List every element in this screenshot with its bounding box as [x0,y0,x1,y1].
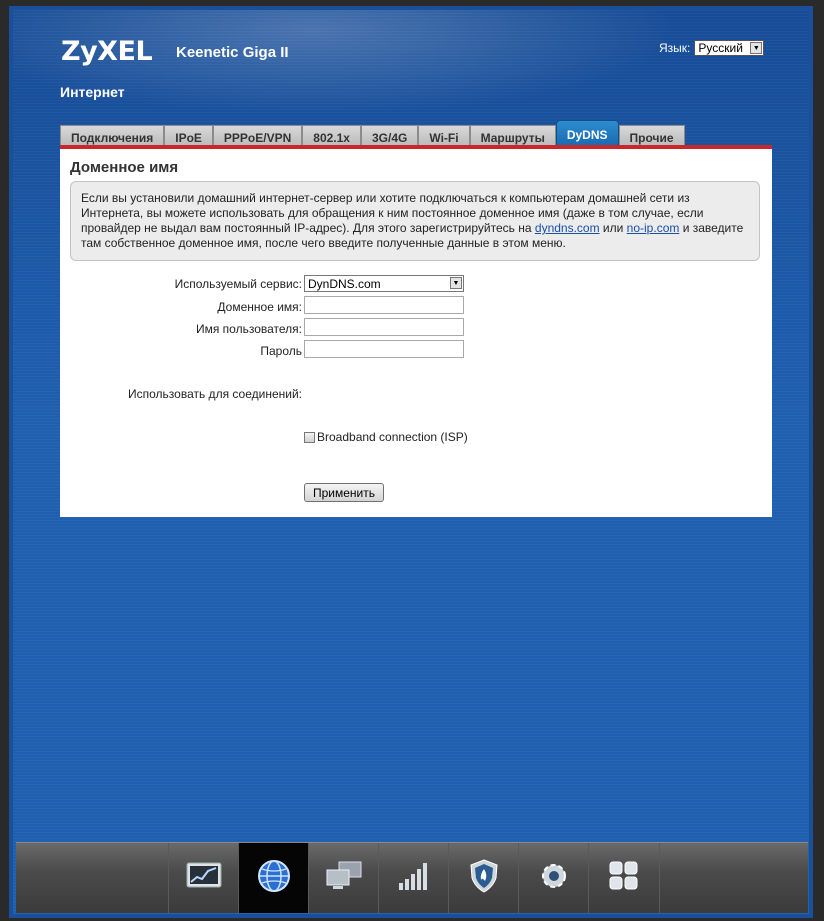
language-select[interactable] [694,40,764,56]
domain-input[interactable] [304,296,464,314]
connection-option [304,430,468,444]
tab-8021x[interactable]: 802.1x [302,125,361,149]
brand-logo: ZyXEL [61,36,153,67]
service-value: DynDNS.com [308,276,381,291]
language-selector [659,40,764,56]
connection-label: Broadband connection (ISP) [317,430,468,444]
shield-icon [469,859,499,898]
dyndns-link[interactable]: dyndns.com [534,221,600,235]
network-computers-icon [325,861,363,896]
tab-dydns[interactable]: DyDNS [556,120,619,149]
chevron-down-icon: ▼ [450,277,462,289]
chevron-down-icon: ▼ [750,42,762,54]
globe-icon [257,859,291,898]
service-select[interactable] [304,275,464,292]
tab-pppoe-vpn[interactable]: PPPoE/VPN [213,125,302,149]
connection-checkbox[interactable] [304,432,315,443]
monitor-chart-icon [186,862,222,895]
password-label: Пароль [260,344,302,358]
info-text-3: и заведите там собственное доменное имя, после чего введите полученные данные в этом меню. [81,221,744,250]
language-label: Язык: [659,41,691,55]
router-admin-window [9,6,813,918]
info-box [70,181,760,261]
dock-internet[interactable] [238,843,309,913]
dock-wifi[interactable] [378,843,449,913]
use-for-label: Использовать для соединений: [128,387,302,401]
tab-3g4g[interactable]: 3G/4G [361,125,418,149]
apply-button[interactable]: Применить [304,483,384,502]
dock-home-network[interactable] [308,843,379,913]
page-title: Интернет [60,84,125,100]
language-value: Русский [698,41,743,55]
username-input[interactable] [304,318,464,336]
tab-routes[interactable]: Маршруты [470,125,556,149]
panel-title: Доменное имя [70,159,179,176]
domain-label: Доменное имя: [217,300,302,314]
service-label: Используемый сервис: [174,277,302,291]
gear-icon [537,859,571,898]
password-input[interactable] [304,340,464,358]
tab-other[interactable]: Прочие [619,125,685,149]
model-name: Keenetic Giga II [176,44,289,61]
info-text-2: или [599,221,627,235]
dock-apps[interactable] [588,843,660,913]
dock-monitor[interactable] [168,843,239,913]
apps-grid-icon [609,861,639,896]
tab-ipoe[interactable]: IPoE [164,125,213,149]
tab-connections[interactable]: Подключения [60,125,164,149]
tab-wifi[interactable]: Wi-Fi [418,125,469,149]
info-text-1: Если вы установили домашний интернет-сервер или хотите подключаться к компьютерам домашней сети из Интернета, вы можете использовать для обращения к ним постоянное доменное имя (даже в том случае, если провайдер не выдал вам постоянный IP-адрес). Для этого зарегистрируйтесь на [81,191,704,235]
bottom-dock [16,842,808,913]
username-label: Имя пользователя: [195,322,302,336]
content-panel [60,149,772,517]
dock-security[interactable] [448,843,519,913]
noip-link[interactable]: no-ip.com [626,221,680,235]
signal-bars-icon [397,861,431,896]
dock-system[interactable] [518,843,589,913]
